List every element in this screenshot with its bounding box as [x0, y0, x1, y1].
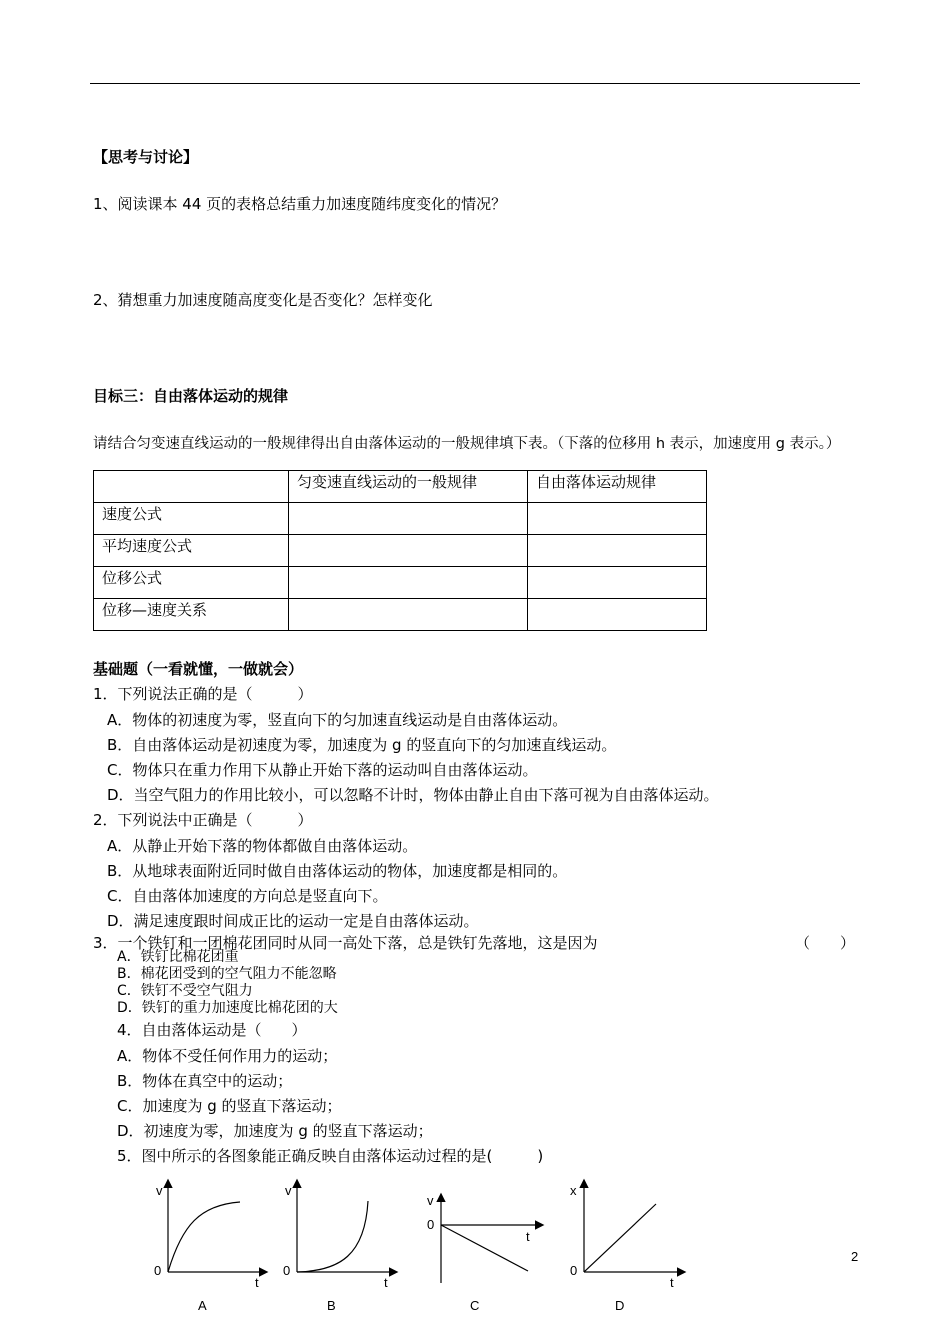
question-1-option-d: D．当空气阻力的作用比较小，可以忽略不计时，物体由静止自由下落可视为自由落体运动。 [107, 786, 719, 804]
table-row-label: 速度公式 [94, 503, 289, 535]
graph-d [570, 1181, 684, 1313]
question-4-stem: 4．自由落体运动是（ ） [117, 1021, 307, 1039]
table-row [94, 503, 707, 535]
graph-b-origin: 0 [283, 1263, 291, 1278]
discussion-question-1: 1、阅读课本 44 页的表格总结重力加速度随纬度变化的情况？ [93, 195, 507, 213]
question-4-option-d: D．初速度为零，加速度为 g 的竖直下落运动； [117, 1122, 433, 1140]
graph-c-x-label: t [526, 1229, 530, 1244]
table-row-label: 位移公式 [94, 567, 289, 599]
question-1-option-c: C．物体只在重力作用下从静止开始下落的运动叫自由落体运动。 [107, 761, 538, 779]
graph-a-origin: 0 [154, 1263, 162, 1278]
table-blank-cell [289, 599, 528, 631]
discussion-question-2: 2、猜想重力加速度随高度变化是否变化？怎样变化 [93, 291, 433, 309]
table-header-row [94, 471, 707, 503]
graph-c-y-label: v [427, 1193, 434, 1208]
graph-b [283, 1181, 396, 1313]
question-3-option-d: D．铁钉的重力加速度比棉花团的大 [117, 1000, 338, 1016]
question-3-stem: 3．一个铁钉和一团棉花团同时从同一高处下落，总是铁钉先落地，这是因为 [93, 934, 598, 952]
question-2-stem: 2．下列说法中正确是（ ） [93, 811, 313, 829]
graph-b-x-label: t [384, 1275, 388, 1290]
graph-d-line [584, 1204, 656, 1272]
table-blank-cell [528, 567, 707, 599]
formula-table [93, 470, 707, 631]
graph-a-curve [168, 1202, 240, 1272]
page-number: 2 [851, 1249, 859, 1264]
table-row [94, 567, 707, 599]
goal3-instruction: 请结合匀变速直线运动的一般规律得出自由落体运动的一般规律填下表。（下落的位移用 h 表示，加速度用 g 表示。） [93, 436, 841, 452]
question-4-option-a: A．物体不受任何作用力的运动； [117, 1047, 338, 1065]
table-blank-cell [289, 503, 528, 535]
question-3-option-b: B．棉花团受到的空气阻力不能忽略 [117, 966, 337, 982]
question-2-option-c: C．自由落体加速度的方向总是竖直向下。 [107, 887, 388, 905]
question-3-option-a: A．铁钉比棉花团重 [117, 949, 239, 965]
table-header-cell: 匀变速直线运动的一般规律 [289, 471, 528, 503]
question-1-option-a: A．物体的初速度为零，竖直向下的匀加速直线运动是自由落体运动。 [107, 711, 568, 729]
graph-d-origin: 0 [570, 1263, 578, 1278]
question-4-option-c: C．加速度为 g 的竖直下落运动； [117, 1097, 342, 1115]
graph-c-line [441, 1225, 528, 1271]
question-1-option-b: B．自由落体运动是初速度为零，加速度为 g 的竖直向下的匀加速直线运动。 [107, 736, 617, 754]
graph-a [154, 1181, 266, 1313]
graph-b-label: B [327, 1298, 336, 1313]
table-blank-cell [528, 503, 707, 535]
table-blank-cell [528, 599, 707, 631]
graphs-figure [140, 1175, 740, 1325]
discussion-title: 【思考与讨论】 [93, 148, 199, 166]
graph-d-label: D [615, 1298, 625, 1313]
table-blank-cell [289, 535, 528, 567]
table-header-cell: 自由落体运动规律 [528, 471, 707, 503]
table-row-label: 平均速度公式 [94, 535, 289, 567]
graph-b-curve [297, 1201, 368, 1272]
header-rule [90, 83, 860, 84]
question-3-option-c: C．铁钉不受空气阻力 [117, 983, 253, 999]
question-3-bracket: （ ） [795, 934, 856, 952]
question-2-option-a: A．从静止开始下落的物体都做自由落体运动。 [107, 837, 418, 855]
table-row-label: 位移—速度关系 [94, 599, 289, 631]
graph-a-x-label: t [255, 1275, 259, 1290]
question-1-stem: 1．下列说法正确的是（ ） [93, 685, 313, 703]
graph-c [427, 1193, 542, 1313]
table-row [94, 535, 707, 567]
graph-a-label: A [198, 1298, 207, 1313]
question-4-option-b: B．物体在真空中的运动； [117, 1072, 293, 1090]
question-2-option-b: B．从地球表面附近同时做自由落体运动的物体，加速度都是相同的。 [107, 862, 568, 880]
graph-c-label: C [470, 1298, 480, 1313]
graph-d-x-label: t [670, 1275, 674, 1290]
goal3-title: 目标三：自由落体运动的规律 [93, 387, 289, 405]
graph-d-y-label: x [570, 1183, 577, 1198]
question-5-stem: 5．图中所示的各图象能正确反映自由落体运动过程的是( ) [117, 1147, 544, 1165]
question-2-option-d: D．满足速度跟时间成正比的运动一定是自由落体运动。 [107, 912, 479, 930]
graph-a-y-label: v [156, 1183, 163, 1198]
table-blank-cell [289, 567, 528, 599]
basics-title: 基础题（一看就懂，一做就会） [93, 660, 304, 678]
graph-c-origin: 0 [427, 1217, 435, 1232]
table-blank-cell [528, 535, 707, 567]
table-header-cell [94, 471, 289, 503]
table-row [94, 599, 707, 631]
graph-b-y-label: v [285, 1183, 292, 1198]
